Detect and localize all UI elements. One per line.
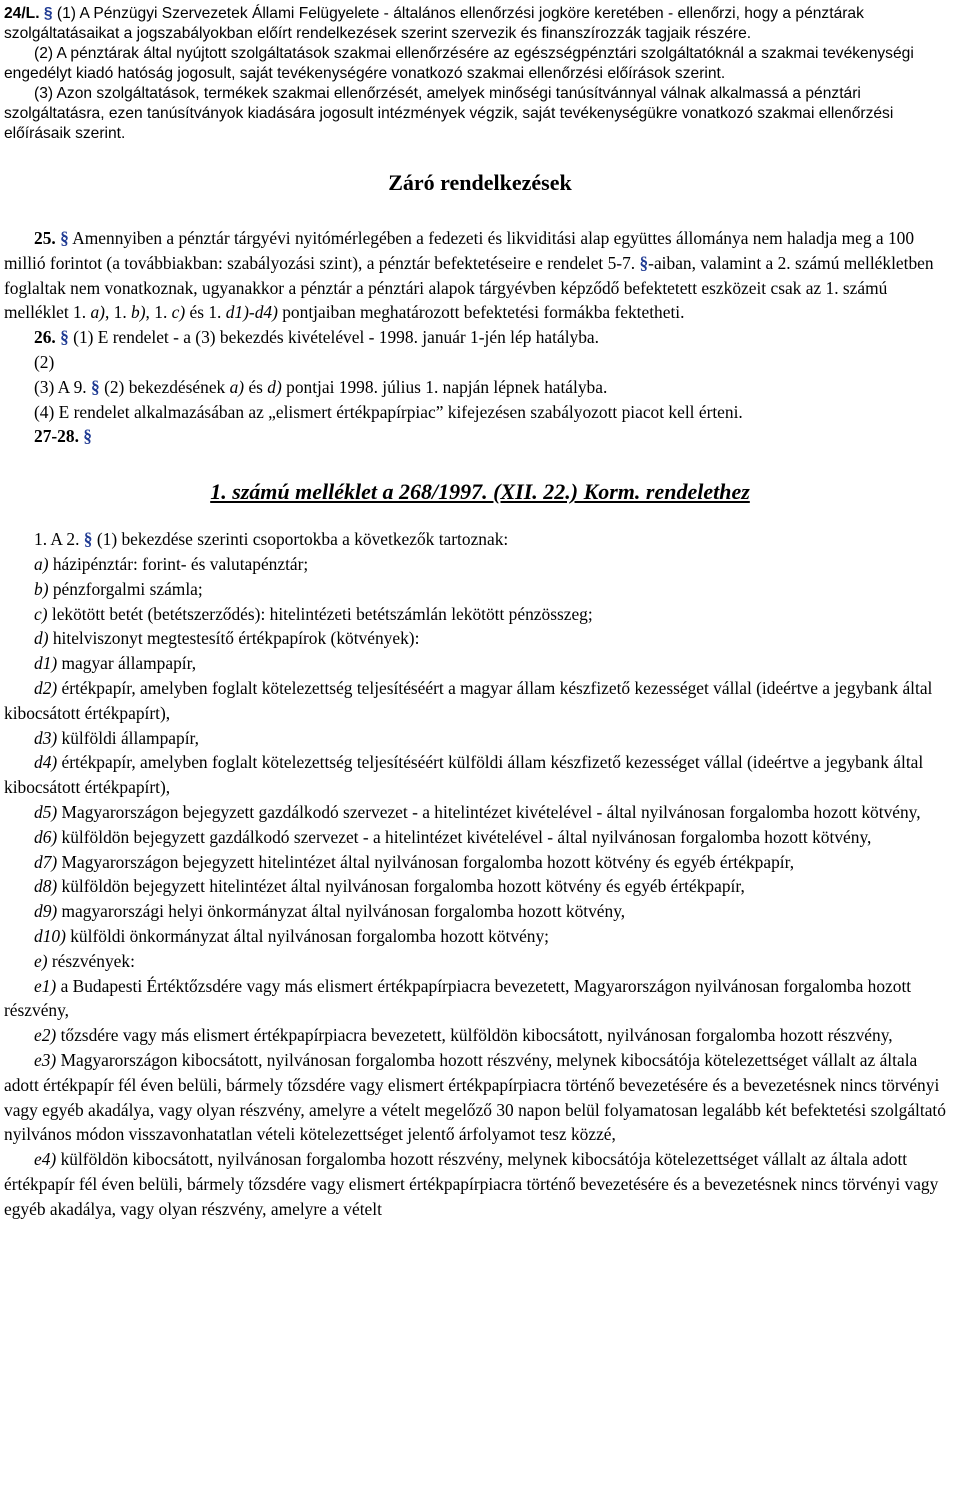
list-item	[4, 626, 956, 651]
list-item-label: e)	[34, 950, 48, 971]
document-page	[4, 4, 956, 1221]
list-item	[4, 602, 956, 627]
list-item-label: b)	[34, 578, 49, 599]
list-item-text: hitelviszonyt megtestesítő értékpapírok (kötvények):	[48, 628, 420, 649]
list-item-text: lekötött betét (betétszerződés): hitelintézeti betétszámlán lekötött pénzösszeg;	[47, 603, 593, 624]
article-25-text-3: , 1.	[104, 302, 132, 323]
list-item-label: e1)	[34, 975, 57, 996]
list-item-label: d9)	[34, 901, 58, 922]
point-b-label: b)	[131, 302, 146, 323]
list-item	[4, 899, 956, 924]
point-a-label: a)	[90, 302, 105, 323]
point-d-label: d)	[267, 376, 282, 397]
list-item-label: d2)	[34, 677, 58, 698]
list-item	[4, 949, 956, 974]
section-sign-link[interactable]: §	[91, 376, 100, 397]
article-26-text-3a: (3) A 9.	[34, 376, 92, 397]
list-item-text: Magyarországon kibocsátott, nyilvánosan forgalomba hozott részvény, melynek kibocsátója kötelezettséget vállalt az általa adott értékpapír fél éven belüli, bármely tőzsdére vagy elismert értékpapírpiacra történő bevezetésére és a bevezetésnek nincs törvényi vagy egyéb akadálya, vagy olyan részvény, amelyre a vételt megelőző 30 napon belül folyamatosan legalább két befektetési szolgáltató nyilvános módon visszavonhatatlan vételi kötelezettséget jelentő árfolyamot tesz közzé,	[4, 1049, 946, 1145]
list-item-text: házipénztár: forint- és valutapénztár;	[48, 553, 309, 574]
section-heading: Záró rendelkezések	[388, 170, 572, 195]
list-item	[4, 974, 956, 1024]
article-27-28	[4, 424, 956, 449]
article-25-text-2: -aiban, valamint a 2. számú mellékletben foglaltak nem vonatkoznak, ugyanakkor a pénztár a pénztári alapok tárgyévben képződő befektetett eszközeit csak az 1. számú melléklet 1.	[4, 252, 934, 323]
annex-item-list	[4, 552, 956, 1222]
article-25	[4, 226, 956, 325]
list-item	[4, 850, 956, 875]
article-26-paragraph-1	[4, 325, 956, 350]
list-item-label: d5)	[34, 801, 58, 822]
point-c-label: c)	[171, 302, 186, 323]
list-item	[4, 577, 956, 602]
annex-body	[4, 527, 956, 1221]
list-item	[4, 1023, 956, 1048]
article-26-number: 26.	[34, 327, 56, 348]
list-item-text: külföldi önkormányzat által nyilvánosan forgalomba hozott kötvény;	[65, 925, 550, 946]
article-26-text-3d: és	[244, 376, 268, 397]
list-item	[4, 750, 956, 800]
list-item-text: magyarországi helyi önkormányzat által nyilvánosan forgalomba hozott kötvény,	[57, 901, 626, 922]
list-item-label: c)	[34, 603, 48, 624]
list-item-text: pénzforgalmi számla;	[48, 578, 203, 599]
list-item-text: a Budapesti Értéktőzsdére vagy más elismert értékpapírpiacra bevezetett, Magyarországon nyilvánosan forgalomba hozott részvény,	[4, 975, 912, 1021]
list-item-label: d7)	[34, 851, 58, 872]
list-item-label: e4)	[34, 1149, 57, 1170]
list-item-label: d)	[34, 628, 49, 649]
list-item	[4, 676, 956, 726]
article-24-paragraph-2: (2) A pénztárak által nyújtott szolgáltatások szakmai ellenőrzésére az egészségpénztári szolgáltatóknál a szakmai tevékenységi engedélyt kiadó hatóság jogosult, saját tevékenységére vonatkozó szakmai ellenőrzési előírások szerint.	[4, 45, 914, 82]
article-26	[4, 325, 956, 449]
article-26-paragraph-2: (2)	[34, 351, 55, 372]
list-item-text: értékpapír, amelyben foglalt kötelezettség teljesítéséért külföldi állam készfizető kezességet vállal (ideértve a jegybank által kibocsátott értékpapírt),	[4, 752, 924, 798]
list-item-label: e2)	[34, 1025, 57, 1046]
article-26-text-3f: pontjai 1998. július 1. napján lépnek hatályba.	[281, 376, 608, 397]
list-item	[4, 651, 956, 676]
annex-intro	[4, 527, 956, 552]
article-26-paragraph-3	[4, 375, 956, 400]
list-item-text: külföldön bejegyzett gazdálkodó szervezet - a hitelintézet kivételével - által nyilvánosan forgalomba hozott kötvény,	[57, 826, 872, 847]
section-sign-link[interactable]: §	[639, 252, 649, 273]
section-sign-link[interactable]: §	[43, 5, 53, 22]
list-item	[4, 825, 956, 850]
article-26-text-1: (1) E rendelet - a (3) bekezdés kivételével - 1998. január 1-jén lép hatályba.	[68, 327, 599, 348]
article-25-text-6: pontjaiban meghatározott befektetési formákba fektetheti.	[277, 302, 685, 323]
article-27-number: 27-28.	[34, 426, 79, 447]
article-25-text-5: és 1.	[185, 302, 226, 323]
article-25-text-1: Amennyiben a pénztár tárgyévi nyitómérlegében a fedezeti és likviditási alap együttes állománya nem haladja meg a 100 millió forintot (a továbbiakban: szabályozási szint), a pénztár befektetéseire e rendelet 5-7.	[4, 228, 915, 273]
list-item-text: tőzsdére vagy más elismert értékpapírpiacra bevezetett, külföldön kibocsátott, nyilvánosan forgalomba hozott részvény,	[56, 1025, 893, 1046]
annex-intro-text-b: (1) bekezdése szerinti csoportokba a következők tartoznak:	[92, 529, 509, 550]
article-25-number: 25.	[34, 228, 56, 248]
list-item-label: d4)	[34, 752, 58, 773]
list-item-text: részvények:	[47, 950, 135, 971]
list-item-text: külföldön bejegyzett hitelintézet által nyilvánosan forgalomba hozott kötvény és egyéb értékpapír,	[57, 876, 745, 897]
section-sign-link[interactable]: §	[83, 426, 92, 447]
list-item-label: e3)	[34, 1049, 57, 1070]
article-24-paragraph-1	[4, 4, 956, 44]
article-24-text-1: (1) A Pénzügyi Szervezetek Állami Felügyelete - általános ellenőrzési jogköre keretében - ellenőrzi, hogy a pénztárak szolgáltatásaikat a jogszabályokban előírt rendelkezések szerint szervezik és finanszírozzák tagjaik részére.	[4, 5, 864, 42]
list-item	[4, 924, 956, 949]
list-item	[4, 726, 956, 751]
point-d-label: d1)-d4)	[225, 302, 278, 323]
article-24	[4, 4, 956, 144]
article-26-text-3b: (2) bekezdésének	[99, 376, 230, 397]
point-a-label: a)	[229, 376, 245, 397]
article-25-text-4: , 1.	[145, 302, 172, 323]
list-item	[4, 1147, 956, 1221]
list-item	[4, 874, 956, 899]
list-item-text: külföldi állampapír,	[57, 727, 199, 748]
list-item-text: Magyarországon bejegyzett hitelintézet által nyilvánosan forgalomba hozott kötvény és egyéb értékpapír,	[57, 851, 795, 872]
list-item	[4, 800, 956, 825]
list-item-label: d3)	[34, 727, 58, 748]
article-24-paragraph-3: (3) Azon szolgáltatások, termékek szakmai ellenőrzését, amelyek minőségi tanúsítvánnyal válnak alkalmassá a pénztári szolgáltatásra, ezen tanúsítványok kiadására jogosult intézmények végzik, saját tevékenységükre vonatkozó szakmai ellenőrzési előírásaik szerint.	[4, 85, 894, 142]
list-item-label: a)	[34, 553, 49, 574]
list-item-text: magyar állampapír,	[57, 653, 197, 674]
article-25-paragraph	[4, 226, 956, 325]
list-item-text: Magyarországon bejegyzett gazdálkodó szervezet - a hitelintézet kivételével - által nyilvánosan forgalomba hozott kötvény,	[57, 801, 921, 822]
annex-title: 1. számú melléklet a 268/1997. (XII. 22.) Korm. rendelethez	[210, 479, 750, 505]
section-sign-link[interactable]: §	[83, 529, 93, 550]
list-item-label: d10)	[34, 925, 66, 946]
list-item-text: külföldön kibocsátott, nyilvánosan forgalomba hozott részvény, melynek kibocsátója kötelezettséget vállalt az általa adott értékpapír fél éven belüli, bármely tőzsdére vagy elismert értékpapírpiacra történő bevezetésére és a bevezetésnek nincs törvényi vagy egyéb akadálya, vagy olyan részvény, amelyre a vételt	[4, 1149, 939, 1219]
article-24-number: 24/L.	[4, 5, 40, 22]
list-item-label: d1)	[34, 653, 58, 674]
annex-intro-text-a: 1. A 2.	[34, 529, 84, 550]
article-26-paragraph-4: (4) E rendelet alkalmazásában az „elismert értékpapírpiac” kifejezésen szabályozott piacot kell érteni.	[34, 401, 743, 422]
list-item-text: értékpapír, amelyben foglalt kötelezettség teljesítéséért a magyar állam készfizető kezességet vállal (ideértve a jegybank által kibocsátott értékpapírt),	[4, 677, 933, 723]
list-item-label: d6)	[34, 826, 58, 847]
section-sign-link[interactable]: §	[60, 327, 69, 348]
section-sign-link[interactable]: §	[60, 228, 69, 248]
list-item	[4, 1048, 956, 1147]
list-item	[4, 552, 956, 577]
list-item-label: d8)	[34, 876, 58, 897]
